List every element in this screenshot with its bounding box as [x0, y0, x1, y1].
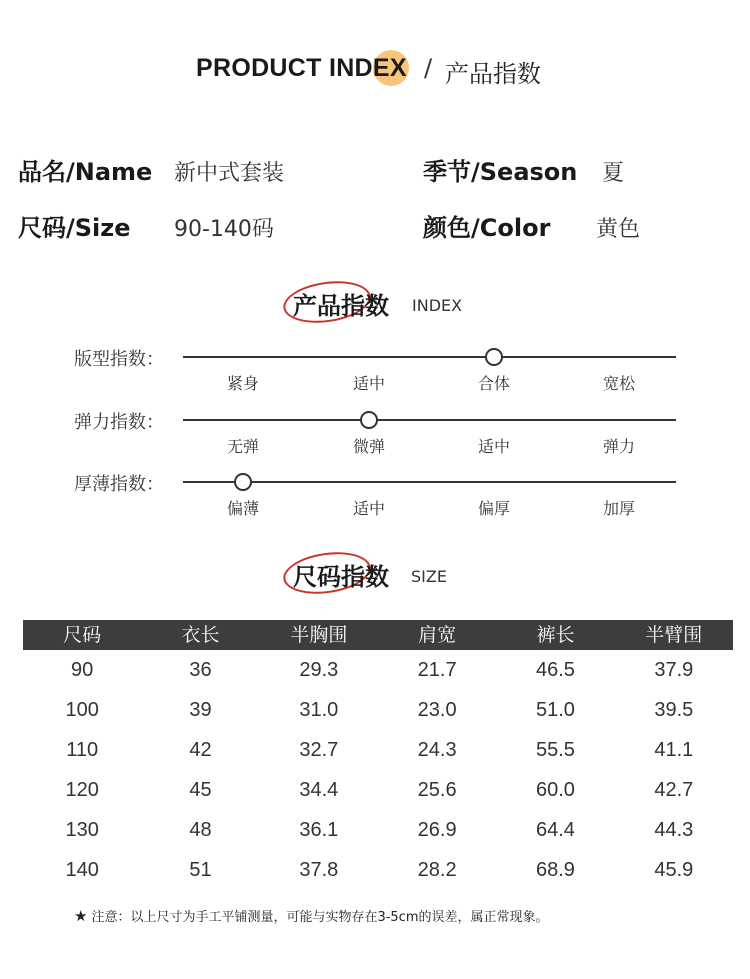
scale-option: 适中 — [477, 437, 510, 456]
table-cell: 46.5 — [536, 659, 575, 681]
scale-option: 紧身 — [226, 374, 259, 393]
table-cell: 64.4 — [536, 819, 575, 841]
scale-option: 适中 — [352, 374, 385, 393]
table-row — [23, 810, 733, 850]
table-cell: 26.9 — [417, 819, 457, 841]
table-cell: 34.4 — [299, 779, 339, 801]
scale-label: 厚薄指数： — [74, 474, 164, 495]
table-cell: 42 — [189, 739, 212, 761]
page-header — [0, 48, 750, 92]
scale-option: 偏厚 — [477, 499, 510, 518]
table-cell: 110 — [66, 739, 99, 761]
table-column-header: 半胸围 — [290, 624, 348, 646]
table-cell: 44.3 — [654, 819, 694, 841]
table-cell: 32.7 — [299, 739, 339, 761]
table-cell: 37.9 — [654, 659, 694, 681]
table-cell: 130 — [65, 819, 99, 841]
table-cell: 90 — [71, 659, 94, 681]
table-column-header: 衣长 — [181, 624, 220, 646]
size-section-title: 尺码指数 — [293, 563, 389, 591]
table-cell: 31.0 — [299, 699, 339, 721]
table-cell: 21.7 — [417, 659, 457, 681]
size-value: 90-140码 — [174, 217, 274, 242]
index-section-heading — [283, 280, 483, 324]
table-cell: 39.5 — [654, 699, 694, 721]
scale-marker — [360, 411, 378, 429]
header-separator: / — [424, 54, 433, 82]
table-cell: 60.0 — [536, 779, 575, 801]
table-cell: 48 — [189, 819, 212, 841]
scale-marker — [485, 348, 503, 366]
scale-label: 弹力指数： — [74, 412, 164, 433]
scale-option: 偏薄 — [226, 499, 259, 518]
season-label: 季节/Season — [423, 158, 578, 186]
color-value: 黄色 — [596, 217, 641, 242]
header-title-en: PRODUCT INDEX — [196, 54, 407, 82]
table-cell: 39 — [189, 699, 212, 721]
name-label: 品名/Name — [18, 158, 153, 186]
scale-line — [183, 419, 676, 421]
scale-line — [183, 356, 676, 358]
table-cell: 51 — [189, 859, 212, 881]
table-cell: 29.3 — [299, 659, 339, 681]
table-cell: 36.1 — [299, 819, 339, 841]
season-value: 夏 — [602, 161, 625, 186]
scale-option: 弹力 — [602, 437, 635, 456]
table-cell: 36 — [189, 659, 212, 681]
table-cell: 140 — [65, 859, 99, 881]
scale-option: 微弹 — [352, 437, 385, 456]
table-cell: 55.5 — [536, 739, 575, 761]
scale-line — [183, 481, 676, 483]
table-row — [23, 730, 733, 770]
table-row — [23, 650, 733, 690]
table-cell: 120 — [65, 779, 99, 801]
star-icon: ★ — [74, 907, 88, 925]
table-row — [23, 770, 733, 810]
color-label: 颜色/Color — [423, 214, 551, 242]
scale-option: 无弹 — [226, 437, 259, 456]
measurement-note — [74, 906, 549, 925]
scale-option: 宽松 — [602, 374, 635, 393]
header-title-cn: 产品指数 — [445, 60, 541, 88]
table-cell: 45.9 — [654, 859, 694, 881]
table-column-header: 半臂围 — [645, 624, 703, 646]
name-value: 新中式套装 — [174, 161, 285, 186]
table-cell: 42.7 — [654, 779, 694, 801]
scale-option: 合体 — [477, 374, 510, 393]
table-cell: 25.6 — [417, 779, 457, 801]
table-row — [23, 850, 733, 890]
size-section-heading — [283, 551, 483, 595]
scale-marker — [234, 473, 252, 491]
size-label: 尺码/Size — [18, 214, 131, 242]
index-section-title: 产品指数 — [293, 292, 389, 320]
table-cell: 45 — [189, 779, 212, 801]
table-cell: 28.2 — [417, 859, 457, 881]
scale-option: 加厚 — [602, 499, 635, 518]
table-row — [23, 690, 733, 730]
table-column-header: 裤长 — [536, 624, 575, 646]
size-section-subtitle: SIZE — [411, 567, 447, 586]
table-column-header: 尺码 — [63, 624, 102, 646]
table-column-header: 肩宽 — [418, 624, 457, 646]
table-cell: 41.1 — [654, 739, 694, 761]
table-body — [23, 650, 733, 890]
table-cell: 100 — [65, 699, 99, 721]
size-table — [23, 620, 733, 890]
table-cell: 24.3 — [417, 739, 457, 761]
index-section-subtitle: INDEX — [412, 296, 463, 315]
table-header-row — [23, 620, 733, 650]
scale-option: 适中 — [352, 499, 385, 518]
table-cell: 68.9 — [536, 859, 575, 881]
table-cell: 51.0 — [536, 699, 575, 721]
table-cell: 23.0 — [417, 699, 457, 721]
note-text: 注意：以上尺寸为手工平铺测量，可能与实物存在3-5cm的误差，属正常现象。 — [91, 910, 549, 925]
scale-label: 版型指数： — [74, 349, 164, 370]
table-cell: 37.8 — [299, 859, 339, 881]
